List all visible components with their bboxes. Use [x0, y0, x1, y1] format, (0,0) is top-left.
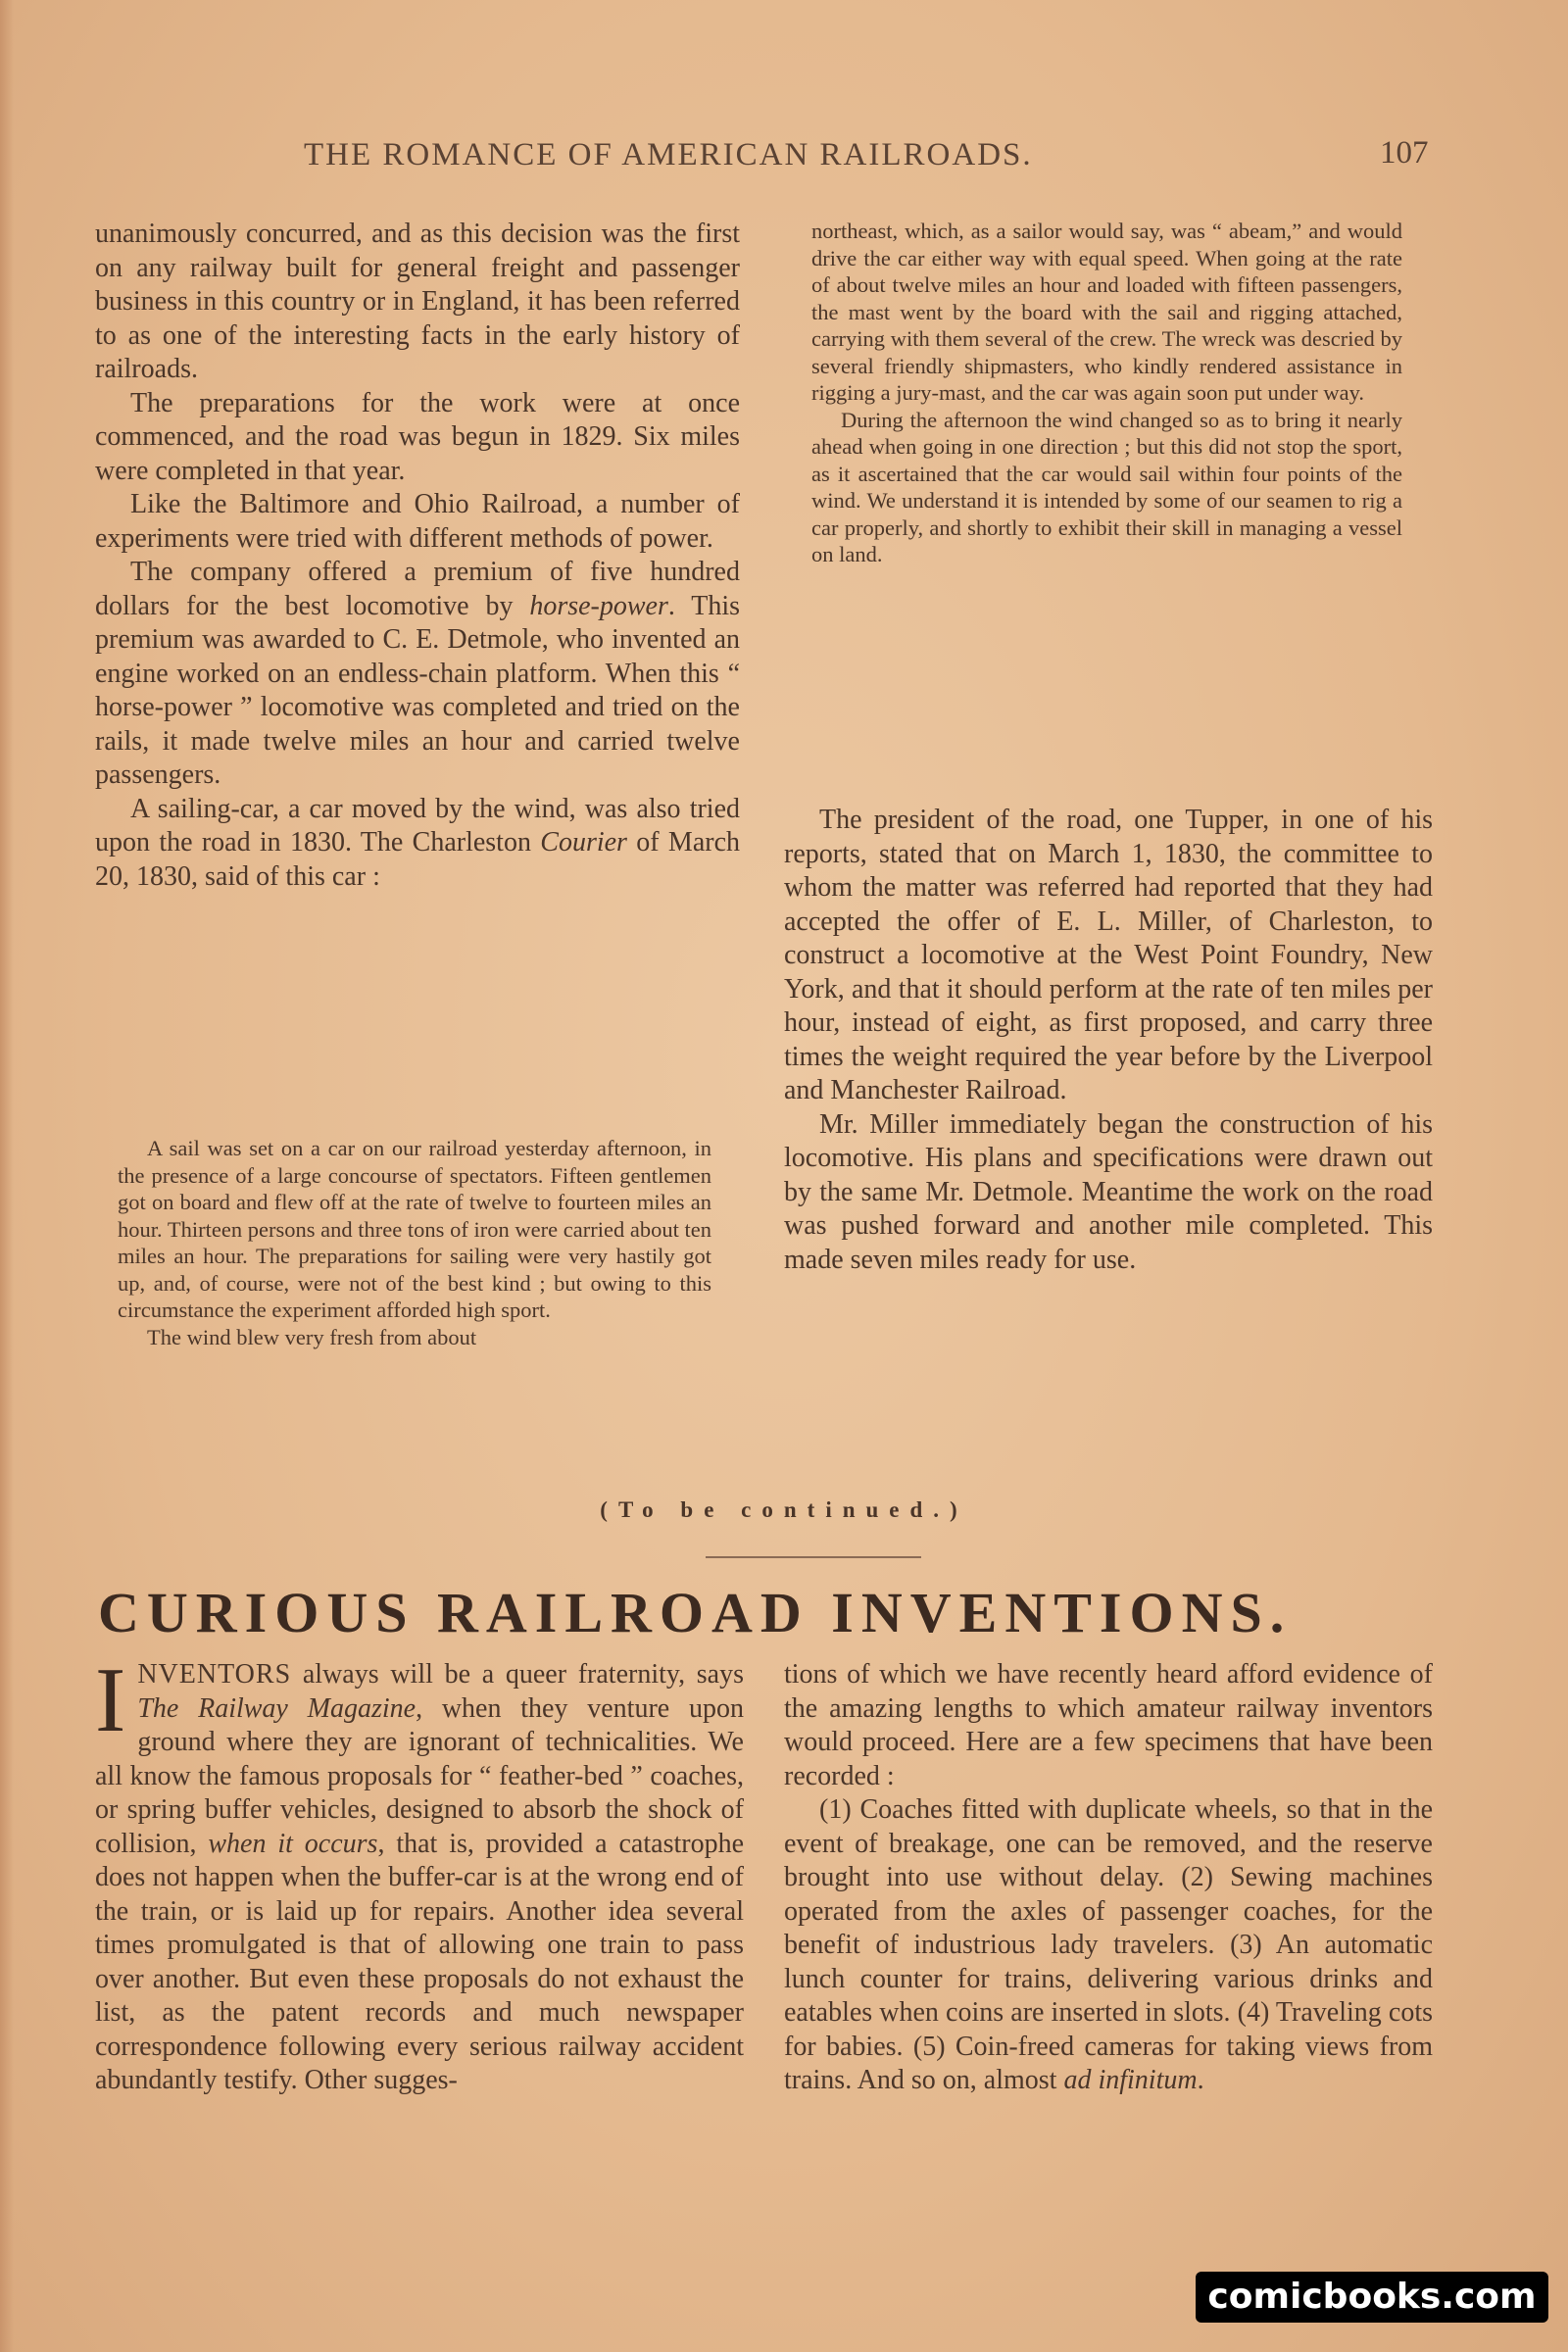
- section-divider: [706, 1556, 921, 1558]
- text-run: always will be a queer fraternity, says: [291, 1659, 744, 1690]
- paragraph: Like the Baltimore and Ohio Railroad, a number of experiments were tried with different methods of power.: [95, 489, 740, 554]
- emphasis: when it occurs: [208, 1828, 378, 1859]
- quote-paragraph: The wind blew very fresh from about: [147, 1324, 477, 1349]
- article2-column-right: [784, 1658, 1433, 2098]
- text-run: . This premium was awarded to C. E. Detmole, who invented an engine worked on an endless-chain platform. When this “ horse-power ” locomotive was completed and tried on the rails, it made twelve miles an hour and carried twelve passengers.: [95, 590, 740, 790]
- text-run: .: [1197, 2065, 1204, 2095]
- text-run: (1) Coaches fitted with duplicate wheels, so that in the event of breakage, one can be removed, and the reserve brought into use without delay. (2) Sewing machines operated from the axles of passenger coaches, for the benefit of industrious lady travelers. (3) An automatic lunch counter for trains, delivering various drinks and eatables when coins are inserted in slots. (4) Traveling cots for babies. (5) Coin-freed cameras for taking views from trains. And so on, almost: [784, 1794, 1433, 2095]
- paragraph: [95, 1649, 744, 2098]
- article2-column-left: [95, 1649, 744, 2098]
- text-run: , when they venture upon ground where they are ignorant of technicalities. We all know the famous proposals for “ feather-bed ” coaches, or spring buffer vehicles, designed to absorb the shock of collision,: [95, 1692, 744, 1859]
- text-run: The company offered a premium of five hundred dollars for the best locomotive by: [95, 557, 740, 621]
- article1-column-right: [784, 804, 1433, 1277]
- emphasis: Courier: [540, 827, 627, 858]
- text-run: , that is, provided a catastrophe does not happen when the buffer-car is at the wrong end of the train, or is laid up for repairs. Another idea several times promulgated is that of allowing one train to pass over another. But even these proposals do not exhaust the list, as the patent records and much newspaper correspondence following every serious railway accident abundantly testify. Other sugges-: [95, 1828, 744, 2095]
- article1-quote-right: [811, 218, 1402, 568]
- paragraph: The president of the road, one Tupper, in one of his reports, stated that on March 1, 1830, the committee to whom the matter was referred had reported that they had accepted the offer of E. L. Miller, of Charleston, to construct a locomotive at the West Point Foundry, New York, and that it should perform at the rate of ten miles per hour, instead of eight, as first proposed, and carry three times the weight required the year before by the Liverpool and Manchester Railroad.: [784, 805, 1433, 1105]
- running-title: THE ROMANCE OF AMERICAN RAILROADS.: [304, 137, 1033, 172]
- paragraph: unanimously concurred, and as this decision was the first on any railway built for general freight and passenger business in this country or in England, it has been referred to as one of the interesting facts in the early history of railroads.: [95, 219, 740, 384]
- paragraph: [95, 556, 740, 793]
- emphasis: ad infinitum: [1063, 2065, 1198, 2095]
- paragraph: [95, 793, 740, 895]
- quote-paragraph: northeast, which, as a sailor would say, was “ abeam,” and would drive the car either way with equal speed. When going at the rate of about twelve miles an hour and loaded with fifteen passengers, the mast went by the board with the sail and rigging attached, carrying with them several of the crew. The wreck was descried by several friendly shipmasters, who kindly rendered assistance in rigging a jury-mast, and the car was again soon put under way.: [811, 219, 1402, 405]
- text-run: A sailing-car, a car moved by the wind, was also tried upon the road in 1830. The Charleston: [95, 793, 740, 858]
- drop-cap: I: [95, 1649, 126, 1751]
- quote-paragraph: A sail was set on a car on our railroad yesterday afternoon, in the presence of a large concourse of spectators. Fifteen gentlemen got on board and flew off at the rate of twelve to fourteen miles an hour. Thirteen persons and three tons of iron were carried about ten miles an hour. The preparations for sailing were very hastily got up, and, of course, were not of the best kind ; but owing to this circumstance the experiment afforded high sport.: [118, 1136, 711, 1322]
- paragraph: The preparations for the work were at once commenced, and the road was begun in 1829. Six miles were completed in that year.: [95, 387, 740, 486]
- paragraph: [784, 1793, 1433, 2098]
- page-number: 107: [1380, 135, 1429, 171]
- paragraph: tions of which we have recently heard afford evidence of the amazing lengths to which amateur railway inventors would proceed. Here are a few specimens that have been recorded :: [784, 1659, 1433, 1791]
- paragraph: Mr. Miller immediately began the construction of his locomotive. His plans and specifications were drawn out by the same Mr. Detmole. Meantime the work on the road was pushed forward and another mile completed. This made seven miles ready for use.: [784, 1108, 1433, 1275]
- page-spine-shadow: [0, 0, 14, 2352]
- article1-column-left: [95, 218, 740, 894]
- emphasis: The Railway Magazine: [137, 1692, 416, 1724]
- to-be-continued: (To be continued.): [600, 1497, 968, 1522]
- article2-headline: CURIOUS RAILROAD INVENTIONS.: [98, 1581, 1293, 1644]
- emphasis: horse-power: [529, 590, 668, 621]
- text-run: of March 20, 1830, said of this car :: [95, 827, 740, 892]
- quote-paragraph: During the afternoon the wind changed so as to bring it nearly ahead when going in one direction ; but this did not stop the sport, as it ascertained that the car would sail within four points of the wind. We understand it is intended by some of our seamen to rig a car properly, and shortly to exhibit their skill in managing a vessel on land.: [811, 407, 1402, 566]
- small-caps-word: NVENTORS: [137, 1659, 292, 1690]
- article1-quote-left: [118, 1135, 711, 1350]
- watermark-badge: comicbooks.com: [1196, 2272, 1548, 2323]
